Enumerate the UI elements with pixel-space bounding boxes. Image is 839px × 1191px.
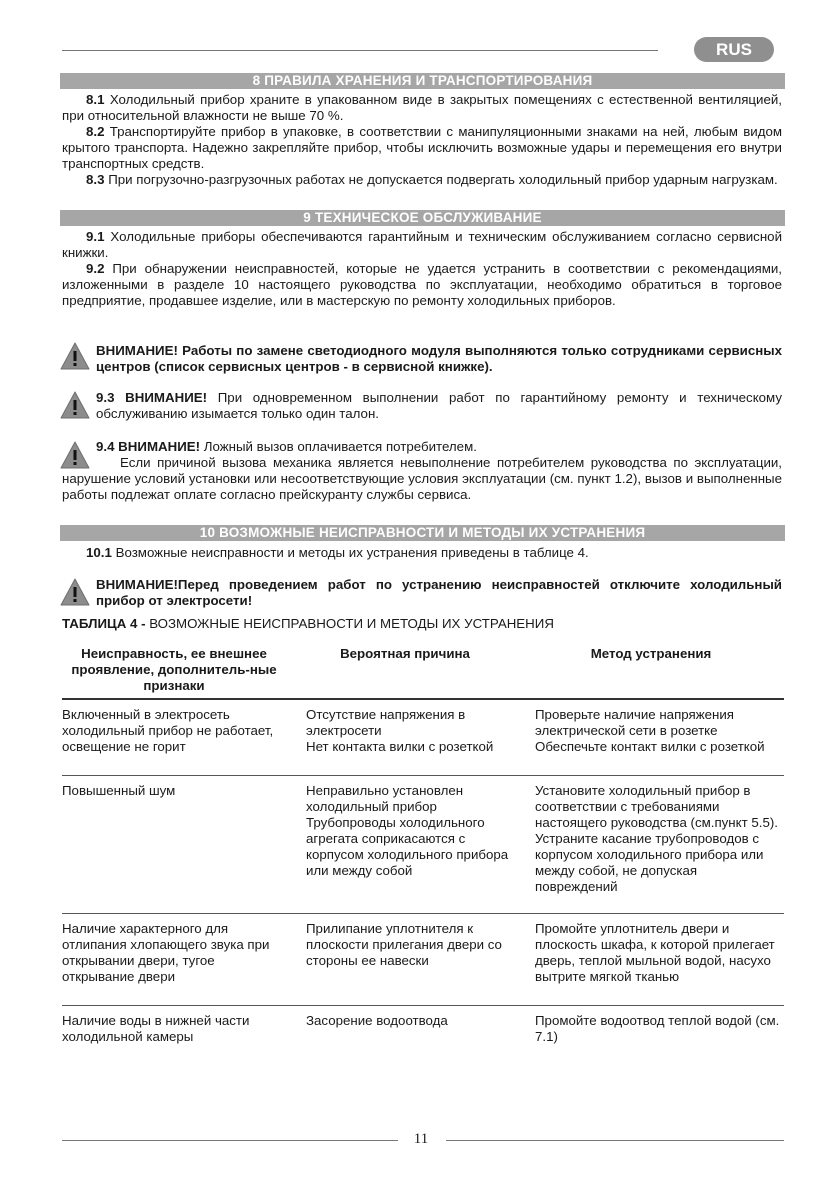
para-text: Холодильные приборы обеспечиваются гарантийным и техническим обслуживанием согласно сервисной книжки. — [62, 229, 782, 260]
section-9-title: 9 ТЕХНИЧЕСКОЕ ОБСЛУЖИВАНИЕ — [60, 210, 785, 226]
footer-rule-right — [446, 1140, 784, 1141]
table-cell: Засорение водоотвода — [306, 1013, 448, 1028]
table-cell: Неправильно установлен холодильный прибор Трубопроводы холодильного агрегата соприкасаются с корпусом холодильного прибора или между собой — [306, 783, 509, 878]
table-cell: Промойте водоотвод теплой водой (см. 7.1) — [535, 1013, 780, 1044]
language-badge: RUS — [694, 37, 774, 62]
paragraph-10-1 — [62, 545, 782, 561]
warning-text: Ложный вызов оплачивается потребителем. — [200, 439, 477, 454]
para-text: Возможные неисправности и методы их устранения приведены в таблице 4. — [111, 545, 589, 560]
para-number: 8.2 — [86, 124, 105, 139]
para-number: 9.2 — [86, 261, 105, 276]
table-cell: Наличие характерного для отлипания хлопающего звука при открывании двери, тугое открывание двери — [62, 921, 270, 984]
para-text: При погрузочно-разгрузочных работах не допускается подвергать холодильный прибор ударным нагрузкам. — [104, 172, 778, 187]
paragraph-8-3 — [62, 172, 782, 188]
warning-led-module: ВНИМАНИЕ! Работы по замене светодиодного модуля выполняются только сотрудниками сервисных центров (список сервисных центров - в сервисной книжке). — [96, 343, 782, 374]
table-title — [62, 616, 554, 632]
table-row-divider — [62, 1005, 784, 1006]
table-cell: Включенный в электросеть холодильный прибор не работает, освещение не горит — [62, 707, 274, 754]
warning-icon — [60, 391, 90, 419]
para-text: При обнаружении неисправностей, которые не удается устранить в соответствии с рекомендациями, изложенными в разделе 10 настоящего руководства по эксплуатации, необходимо обратиться в торговое предприятие, продавшее изделие, или в мастерскую по ремонту холодильных приборов. — [62, 261, 782, 308]
table-cell: Повышенный шум — [62, 783, 176, 798]
table-cell: Наличие воды в нижней части холодильной камеры — [62, 1013, 250, 1044]
paragraph-9-1 — [62, 229, 782, 261]
warning-number: 9.4 ВНИМАНИЕ! — [96, 439, 201, 454]
table-cell: Отсутствие напряжения в электросети Нет контакта вилки с розеткой — [306, 707, 494, 754]
table-caption: ВОЗМОЖНЫЕ НЕИСПРАВНОСТИ И МЕТОДЫ ИХ УСТРАНЕНИЯ — [145, 616, 554, 631]
paragraph-8-2 — [62, 124, 782, 172]
paragraph-9-2 — [62, 261, 782, 309]
table-header-rule — [62, 698, 784, 700]
table-cell: Прилипание уплотнителя к плоскости прилегания двери со стороны ее навески — [306, 921, 502, 968]
warning-icon — [60, 342, 90, 370]
para-number: 8.1 — [86, 92, 105, 107]
para-number: 8.3 — [86, 172, 105, 187]
table-row-divider — [62, 913, 784, 914]
warning-9-3 — [96, 390, 782, 422]
table-cell: Проверьте наличие напряжения электрической сети в розетке Обеспечьте контакт вилки с розеткой — [535, 707, 765, 754]
warning-number: 9.3 ВНИМАНИЕ! — [96, 390, 208, 405]
section-10-title: 10 ВОЗМОЖНЫЕ НЕИСПРАВНОСТИ И МЕТОДЫ ИХ УСТРАНЕНИЯ — [60, 525, 785, 541]
warning-icon — [60, 578, 90, 606]
header-rule — [62, 50, 658, 51]
warning-9-4 — [96, 439, 782, 455]
table-cell: Установите холодильный прибор в соответствии с требованиями настоящего руководства (см.пункт 5.5). Устраните касание трубопроводов с корпусом холодильного прибора или между собой, не допуская повреждений — [535, 783, 778, 894]
paragraph-9-4-continued: Если причиной вызова механика является невыполнение потребителем руководства по эксплуатации, нарушение условий установки или несоответствующие условия эксплуатации (см. пункт 1.2), вызов и выполненные работы подлежат оплате согласно прейскуранту службы сервиса. — [62, 455, 782, 502]
table-cell: Промойте уплотнитель двери и плоскость шкафа, к которой прилегает дверь, теплой мыльной водой, насухо вытрите мягкой тканью — [535, 921, 775, 984]
table-header-remedy: Метод устранения — [590, 646, 712, 661]
warning-text: При одновременном выполнении работ по гарантийному ремонту и техническому обслуживанию изымается только один талон. — [96, 390, 782, 421]
warning-disconnect: ВНИМАНИЕ!Перед проведением работ по устранению неисправностей отключите холодильный прибор от электросети! — [96, 577, 782, 608]
table-label: ТАБЛИЦА 4 - — [62, 616, 146, 631]
para-text: Холодильный прибор храните в упакованном виде в закрытых помещениях с естественной вентиляцией, при относительной влажности не выше 70 %. — [62, 92, 782, 123]
table-header-fault: Неисправность, ее внешнее проявление, дополнитель-ные признаки — [71, 646, 277, 693]
table-header-cause: Вероятная причина — [340, 646, 470, 661]
section-8-title: 8 ПРАВИЛА ХРАНЕНИЯ И ТРАНСПОРТИРОВАНИЯ — [60, 73, 785, 89]
para-number: 10.1 — [86, 545, 112, 560]
para-number: 9.1 — [86, 229, 105, 244]
para-text: Транспортируйте прибор в упаковке, в соответствии с манипуляционными знаками на ней, любым видом крытого транспорта. Надежно закрепляйте прибор, чтобы исключить возможные удары и перемещения его внутри транспортных средств. — [62, 124, 782, 171]
table-row-divider — [62, 775, 784, 776]
footer-rule-left — [62, 1140, 398, 1141]
paragraph-8-1 — [62, 92, 782, 124]
page-number: 11 — [413, 1131, 429, 1147]
